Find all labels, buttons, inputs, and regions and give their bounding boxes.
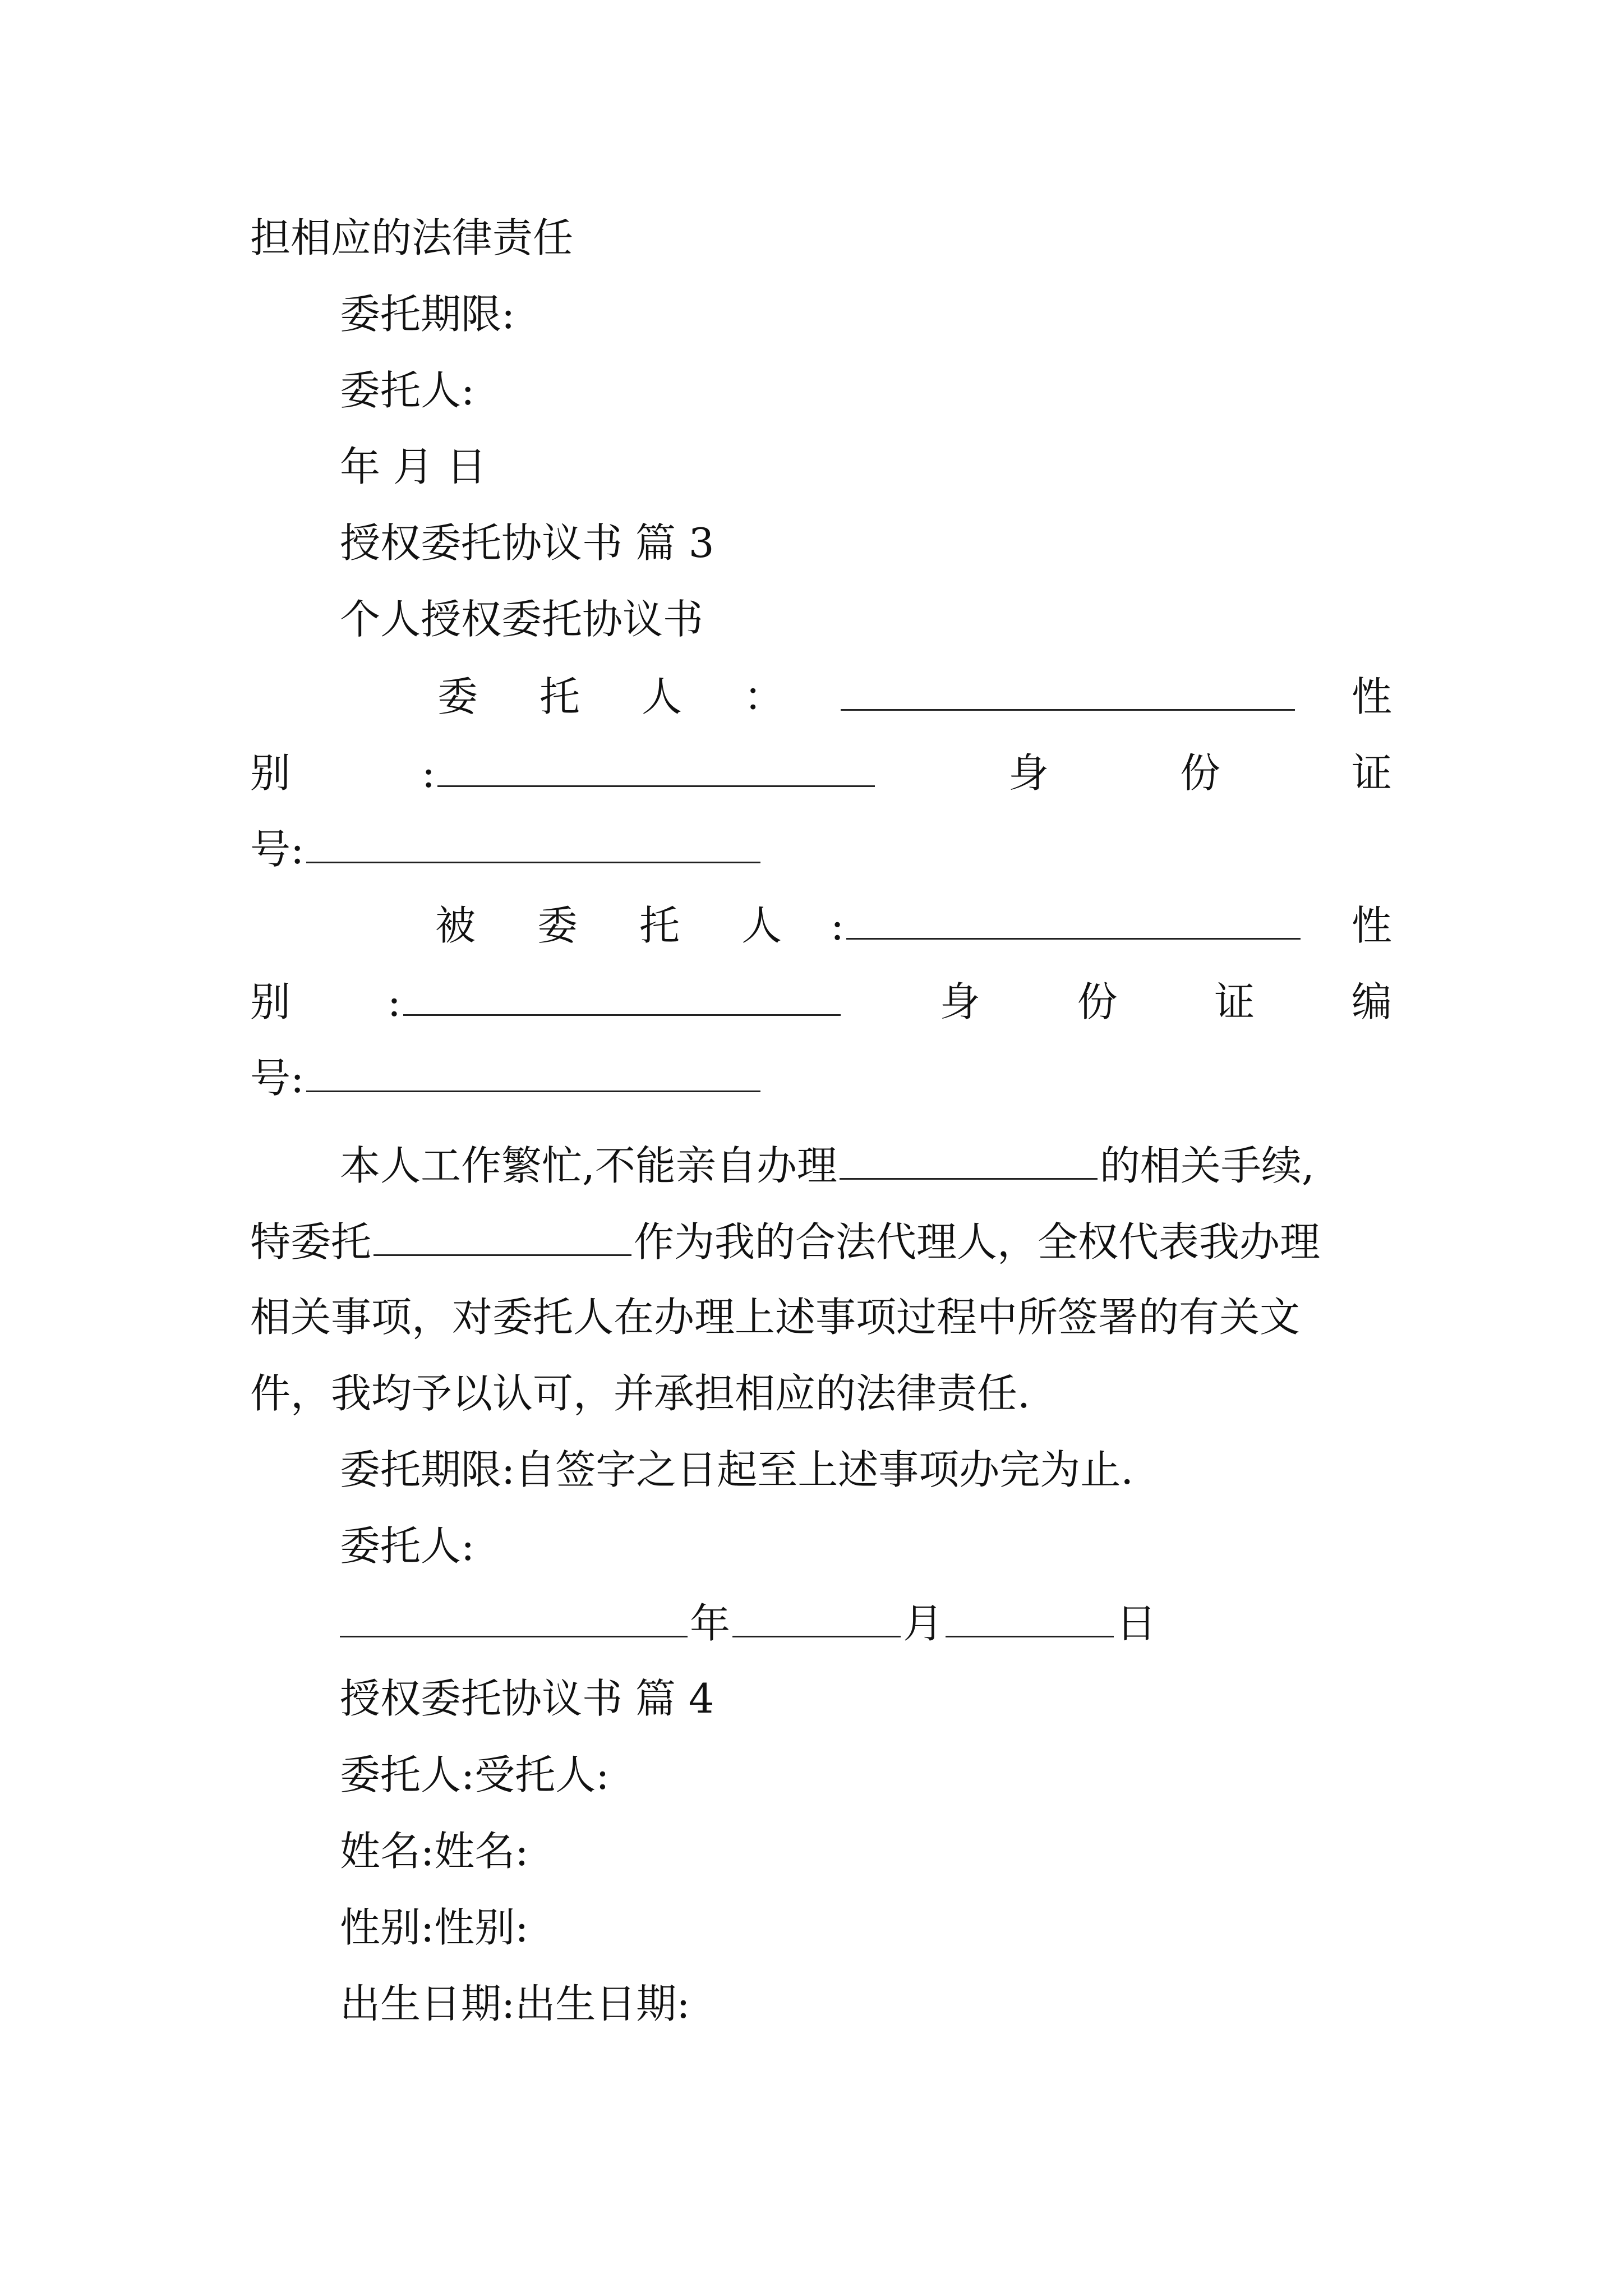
section-heading: 授权委托协议书 篇 3	[340, 519, 714, 567]
date-line: 年 月 日	[340, 443, 487, 490]
agent-gender-id-row	[250, 973, 1392, 1029]
matter-blank[interactable]	[840, 1137, 1098, 1180]
label-char: 人	[642, 673, 683, 720]
text-span: 的相关手续,	[1099, 1142, 1315, 1189]
colon: :	[421, 749, 436, 797]
text-span: 作为我的合法代理人，全权代表我办理	[634, 1218, 1321, 1266]
colon: :	[830, 902, 845, 949]
paragraph-line	[340, 1137, 1392, 1193]
label-char: 性	[1351, 902, 1392, 949]
text-line: 委托人:	[340, 367, 475, 414]
principal-gender-blank[interactable]	[437, 744, 875, 787]
label-char: 身	[1008, 749, 1049, 797]
month-blank[interactable]	[732, 1594, 901, 1637]
text-line: 担相应的法律责任	[250, 214, 574, 261]
label-char: 别	[250, 978, 291, 1025]
agent-id-row	[250, 1049, 1392, 1105]
label: 号:	[250, 826, 305, 873]
agent-name-blank[interactable]	[846, 896, 1301, 940]
label: 号:	[250, 1055, 305, 1102]
principal-signature-line: 委托人:	[340, 1522, 475, 1570]
year-label: 年	[690, 1600, 731, 1647]
paragraph-line: 相关事项，对委托人在办理上述事项过程中所签署的有关文	[250, 1294, 1301, 1341]
day-label: 日	[1116, 1600, 1157, 1647]
principal-id-blank[interactable]	[306, 820, 760, 863]
label-char: 委	[537, 902, 578, 949]
day-blank[interactable]	[946, 1594, 1114, 1637]
agent-blank[interactable]	[374, 1213, 631, 1256]
paragraph-line	[250, 1213, 1392, 1269]
label-char: 性	[1351, 673, 1392, 720]
label-char: 别	[250, 749, 291, 797]
principal-row	[437, 668, 1392, 724]
form-line: 出生日期:出生日期:	[340, 1980, 690, 2027]
label-char: 人	[741, 902, 782, 949]
label-char: 份	[1077, 978, 1118, 1025]
text-span: 本人工作繁忙,不能亲自办理	[340, 1142, 837, 1189]
year-blank[interactable]	[340, 1594, 688, 1637]
label-char: 身	[939, 978, 980, 1025]
id-number-row	[250, 820, 1392, 876]
label-char: 委	[437, 673, 478, 720]
text-line: 委托期限:	[340, 291, 515, 338]
text-span: 特委托	[250, 1218, 372, 1266]
principal-name-blank[interactable]	[841, 668, 1295, 711]
month-label: 月	[903, 1600, 944, 1647]
label-char: 托	[540, 673, 580, 720]
section-heading: 授权委托协议书 篇 4	[340, 1675, 714, 1722]
form-line: 姓名:姓名:	[340, 1828, 529, 1875]
date-fill-line	[340, 1594, 1392, 1650]
paragraph-line: 件，我均予以认可，并承担相应的法律责任.	[250, 1370, 1030, 1417]
colon: :	[387, 978, 401, 1025]
agent-gender-blank[interactable]	[403, 973, 841, 1016]
section-title: 个人授权委托协议书	[340, 596, 704, 643]
form-line: 委托人:受托人:	[340, 1751, 610, 1798]
gender-id-row	[250, 744, 1392, 800]
label-char: 编	[1351, 978, 1392, 1025]
label-char: 托	[639, 902, 680, 949]
label-char: 被	[435, 902, 476, 949]
term-line: 委托期限:自签字之日起至上述事项办完为止.	[340, 1446, 1134, 1493]
label-char: ：	[744, 673, 785, 720]
label-char: 证	[1351, 749, 1392, 797]
label-char: 份	[1180, 749, 1221, 797]
agent-row	[435, 896, 1392, 953]
agent-id-blank[interactable]	[306, 1049, 760, 1092]
label-char: 证	[1214, 978, 1255, 1025]
form-line: 性别:性别:	[340, 1904, 529, 1951]
